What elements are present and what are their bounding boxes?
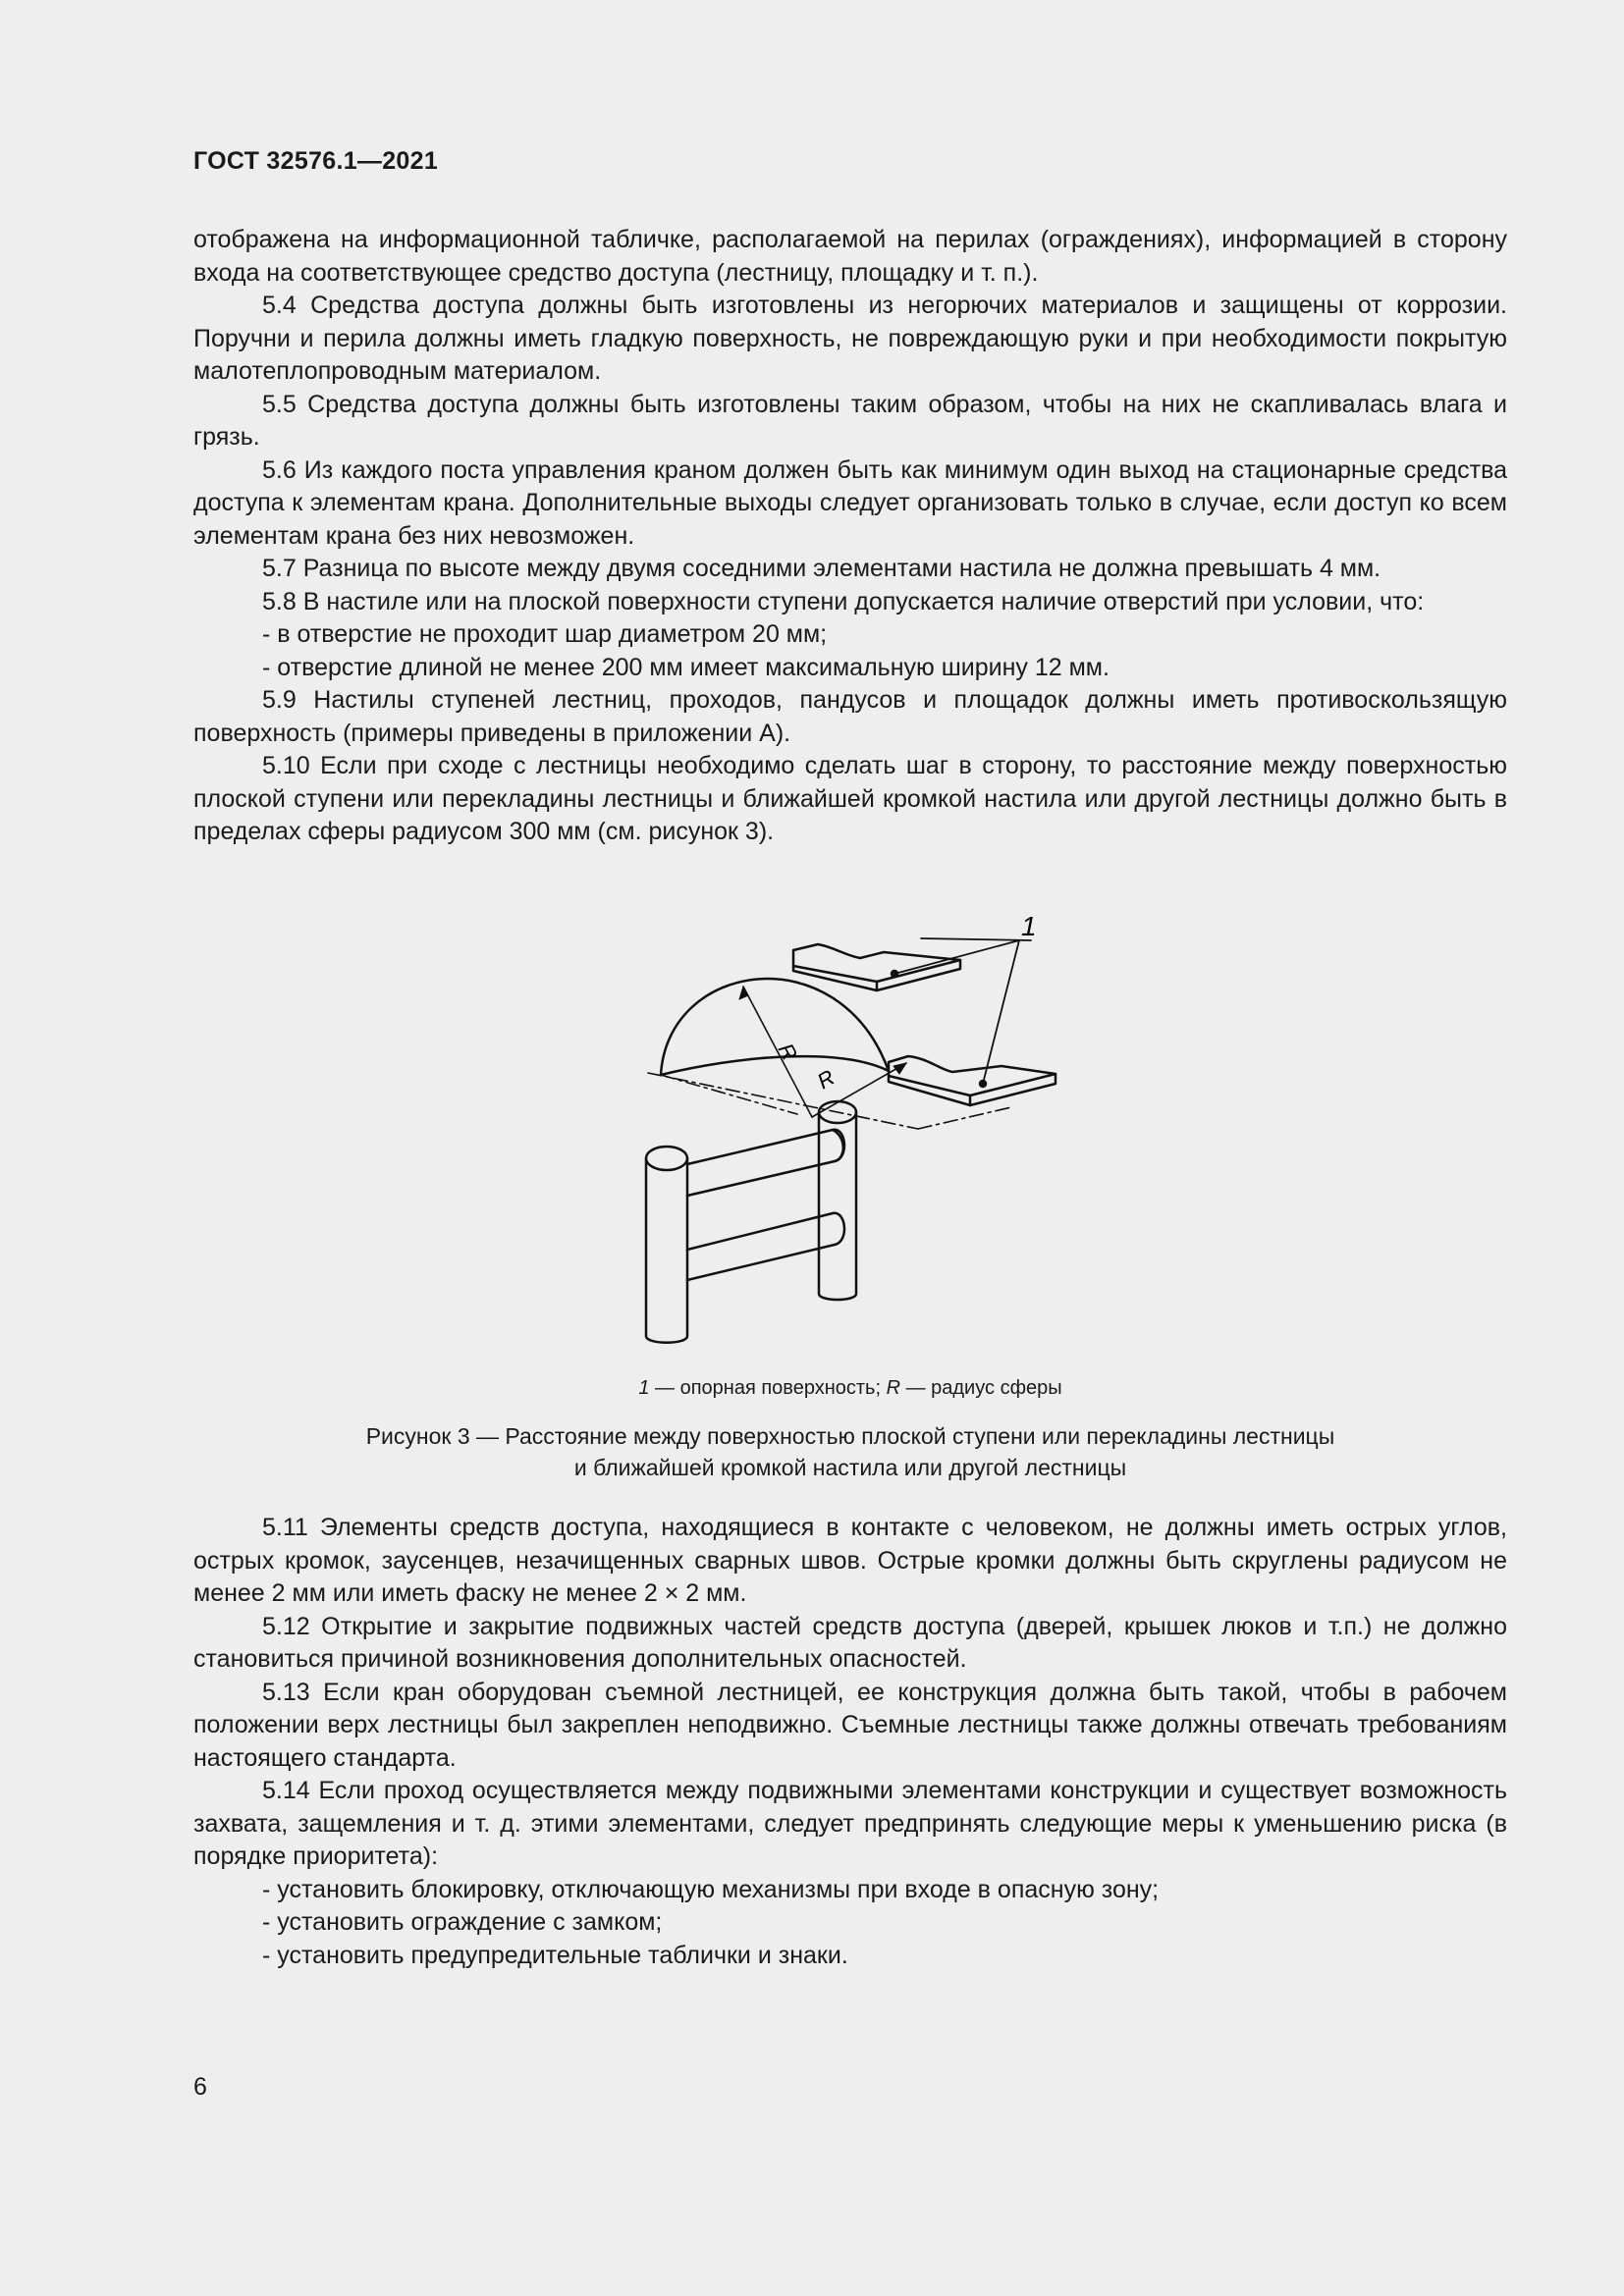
paragraph: 5.11 Элементы средств доступа, находящиеся в контакте с человеком, не должны иметь острых углов, острых кромок, заусенцев, незачищенных сварных швов. Острые кромки должны быть скруглены радиусом не менее 2 мм или иметь фаску не менее 2 × 2 мм. bbox=[193, 1514, 1507, 1607]
figure-label-r-inner: R bbox=[813, 1064, 839, 1095]
ladder-right-stile bbox=[819, 1112, 856, 1300]
list-item: - установить блокировку, отключающую механизмы при входе в опасную зону; bbox=[262, 1875, 1160, 1903]
paragraph: 5.8 В настиле или на плоской поверхности ступени допускается наличие отверстий при условии, что: bbox=[262, 587, 1425, 615]
ladder-rung-bottom bbox=[687, 1213, 844, 1280]
figure-label-r-outer: R bbox=[773, 1039, 803, 1065]
dash-dot-line-left bbox=[648, 1073, 918, 1129]
list-item: - установить ограждение с замком; bbox=[262, 1908, 663, 1936]
leader-dot-a bbox=[892, 971, 897, 977]
figure-caption bbox=[193, 1420, 1507, 1483]
lower-step-side-left bbox=[889, 1076, 970, 1105]
dash-dot-line-right bbox=[918, 1107, 1011, 1129]
text-block-bottom bbox=[193, 1512, 1507, 1972]
ladder-diagram-svg bbox=[628, 901, 1090, 1353]
legend-r: R bbox=[886, 1377, 901, 1399]
figure-label-1: 1 bbox=[1021, 911, 1037, 941]
page-number: 6 bbox=[193, 2073, 207, 2101]
paragraph: отображена на информационной табличке, располагаемой на перилах (ограждениях), информацией в сторону входа на соответствующее средство доступа (лестницу, площадку и т. п.). bbox=[193, 226, 1507, 287]
paragraph: 5.10 Если при сходе с лестницы необходимо сделать шаг в сторону, то расстояние между поверхностью плоской ступени или перекладины лестницы и ближайшей кромкой настила или другой лестницы должно быть в пределах сферы радиусом 300 мм (см. рисунок 3). bbox=[193, 752, 1507, 845]
legend-text-2: — радиус сферы bbox=[900, 1377, 1062, 1399]
paragraph: 5.12 Открытие и закрытие подвижных частей средств доступа (дверей, крышек люков и т.п.) не должно становиться причиной возникновения дополнительных опасностей. bbox=[193, 1612, 1507, 1673]
arrow-head-inner bbox=[893, 1063, 906, 1074]
paragraph: 5.14 Если проход осуществляется между подвижными элементами конструкции и существует возможность захвата, защемления и т. д. этими элементами, следует предпринять следующие меры к уменьшению риска (в порядке приоритета): bbox=[193, 1777, 1507, 1870]
legend-text-1: — опорная поверхность; bbox=[649, 1377, 887, 1399]
leader-dot-b bbox=[980, 1081, 986, 1087]
figure-legend bbox=[193, 1377, 1507, 1400]
paragraph: 5.5 Средства доступа должны быть изготовлены таким образом, чтобы на них не скапливалась влага и грязь. bbox=[193, 390, 1507, 451]
ladder-left-stile bbox=[646, 1158, 687, 1343]
list-item: - отверстие длиной не менее 200 мм имеет максимальную ширину 12 мм. bbox=[262, 653, 1110, 681]
paragraph: 5.4 Средства доступа должны быть изготовлены из негорючих материалов и защищены от коррозии. Поручни и перила должны иметь гладкую поверхность, не повреждающую руки и при необходимости покрытую малотеплопроводным материалом. bbox=[193, 292, 1507, 385]
upper-step-side bbox=[877, 960, 960, 990]
paragraph: 5.13 Если кран оборудован съемной лестницей, ее конструкция должна быть такой, чтобы в рабочем положении верх лестницы был закреплен неподвижно. Съемные лестницы также должны отвечать требованиям настоящего стандарта. bbox=[193, 1678, 1507, 1772]
list-item: - в отверстие не проходит шар диаметром 20 мм; bbox=[262, 620, 828, 648]
leader-line-b bbox=[983, 940, 1019, 1084]
paragraph: 5.6 Из каждого поста управления краном должен быть как минимум один выход на стационарные средства доступа к элементам крана. Дополнительные выходы следует организовать только в случае, если доступ ко всем элементам крана без них невозможен. bbox=[193, 455, 1507, 550]
figure-3-ladder-diagram bbox=[628, 901, 1090, 1353]
leader-line-top bbox=[921, 938, 1031, 940]
ladder-rung-top bbox=[687, 1130, 844, 1196]
legend-number: 1 bbox=[638, 1377, 650, 1399]
figure-caption-line-2: и ближайшей кромкой настила или другой лестницы bbox=[573, 1455, 1127, 1480]
arrow-head-outer bbox=[739, 987, 748, 999]
document-header: ГОСТ 32576.1—2021 bbox=[193, 147, 439, 175]
figure-caption-line-1: Рисунок 3 — Расстояние между поверхностью плоской ступени или перекладины лестницы bbox=[365, 1423, 1335, 1449]
text-block-top bbox=[193, 224, 1507, 849]
dash-dot-line-back bbox=[661, 1075, 797, 1114]
paragraph: 5.9 Настилы ступеней лестниц, проходов, пандусов и площадок должны иметь противоскользящую поверхность (примеры приведены в приложении А). bbox=[193, 686, 1507, 747]
list-item: - установить предупредительные таблички и знаки. bbox=[262, 1941, 848, 1969]
paragraph: 5.7 Разница по высоте между двумя соседними элементами настила не должна превышать 4 мм. bbox=[262, 555, 1381, 582]
lower-step-side bbox=[970, 1074, 1056, 1105]
ladder-left-stile-top bbox=[646, 1147, 687, 1170]
sphere-equator bbox=[661, 1056, 889, 1075]
